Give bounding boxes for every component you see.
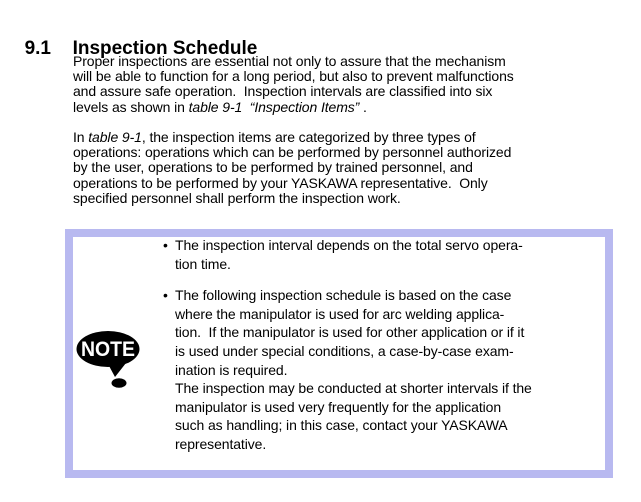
note-line: The inspection interval depends on the total servo opera-: [175, 237, 523, 253]
note-line: manipulator is used very frequently for the application: [175, 398, 502, 415]
note-bullet-text: [175, 236, 613, 273]
paragraph-line: [73, 100, 514, 115]
line-text: , the inspection items are categorized by three types of: [141, 129, 476, 145]
paragraph-line: Proper inspections are essential not only to assure that the mechanism: [73, 53, 506, 69]
paragraph-line: [73, 130, 511, 145]
note-line: The following inspection schedule is based on the case: [175, 287, 512, 304]
note-line: The inspection may be conducted at shorter intervals if the: [175, 380, 532, 397]
note-icon-label: NOTE: [81, 338, 135, 361]
note-icon: [75, 326, 145, 390]
line-text: levels as shown in: [73, 98, 189, 115]
line-text: In: [73, 129, 89, 145]
note-line: such as handling; in this case, contact your YASKAWA: [175, 417, 508, 434]
paragraph-line: by the user, operations to be performed by trained personnel, and: [73, 159, 473, 176]
operations-paragraph: [73, 130, 511, 206]
note-line: is used under special conditions, a case-by-case exam-: [175, 342, 514, 359]
section-title: Inspection Schedule: [72, 38, 258, 59]
paragraph-line: specified personnel shall perform the inspection work.: [73, 189, 401, 206]
note-bullet-item: [163, 286, 613, 453]
bullet-icon: •: [163, 287, 168, 304]
table-reference: table 9-1: [88, 129, 142, 145]
section-number: 9.1: [24, 38, 51, 59]
note-box: [65, 229, 613, 478]
paragraph-line: will be able to function for a long period, but also to prevent malfunctions: [73, 68, 514, 85]
note-line: tion. If the manipulator is used for other application or if it: [175, 324, 525, 341]
note-line: tion time.: [175, 255, 231, 272]
line-text: .: [359, 98, 367, 115]
bullet-icon: •: [163, 237, 168, 253]
note-line: where the manipulator is used for arc welding applica-: [175, 305, 505, 322]
note-bullet-item: [163, 236, 613, 273]
note-line: ination is required.: [175, 361, 288, 378]
note-content: [163, 236, 613, 454]
note-line: representative.: [175, 435, 267, 452]
note-bullet-text: [175, 286, 613, 453]
intro-paragraph: [73, 54, 514, 115]
paragraph-line: operations: operations which can be performed by personnel authorized: [73, 144, 512, 161]
paragraph-line: and assure safe operation. Inspection intervals are classified into six: [73, 83, 493, 100]
paragraph-line: operations to be performed by your YASKAWA representative. Only: [73, 174, 488, 191]
table-reference: table 9-1 “Inspection Items”: [188, 98, 360, 115]
